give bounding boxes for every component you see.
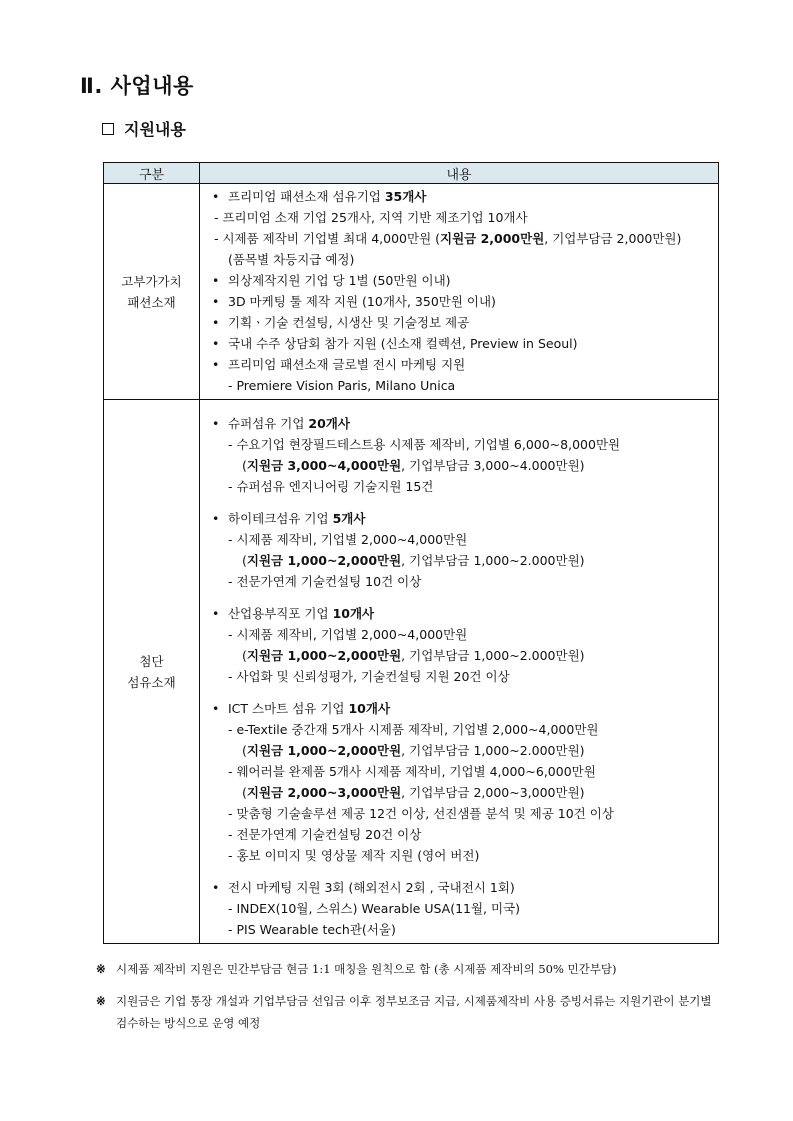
sub-item bbox=[208, 529, 714, 550]
checkbox-square-icon bbox=[102, 123, 114, 135]
sub-item bbox=[208, 824, 714, 845]
text-segment: (품목별 차등지급 예정) bbox=[228, 252, 355, 267]
bullet-item bbox=[208, 508, 714, 529]
sub-item bbox=[208, 666, 714, 687]
text-segment: ( bbox=[242, 553, 247, 568]
sub-item bbox=[208, 476, 714, 497]
text-segment: , 기업부담금 3,000~4.000만원) bbox=[401, 458, 585, 473]
text-segment: , 기업부담금 2,000만원) bbox=[544, 231, 682, 246]
text-segment: ( bbox=[242, 743, 247, 758]
text-segment: - Premiere Vision Paris, Milano Unica bbox=[228, 378, 456, 393]
text-segment: - 시제품 제작비 기업별 최대 4,000만원 ( bbox=[214, 231, 440, 246]
emphasis-text: 10개사 bbox=[332, 606, 375, 621]
sub-title-label: 지원내용 bbox=[124, 120, 186, 139]
sub-item bbox=[208, 434, 714, 455]
emphasis-text: 지원금 1,000~2,000만원 bbox=[246, 553, 402, 568]
category-line: 패션소재 bbox=[127, 294, 176, 310]
header-content: 내용 bbox=[200, 163, 719, 184]
sub-item bbox=[208, 761, 714, 782]
text-segment: - INDEX(10월, 스위스) Wearable USA(11월, 미국) bbox=[228, 901, 521, 916]
text-segment: 전시 마케팅 지원 3회 (해외전시 2회 , 국내전시 1회) bbox=[228, 880, 515, 895]
emphasis-text: 지원금 2,000만원 bbox=[440, 231, 545, 246]
category-line: 섬유소재 bbox=[127, 674, 176, 690]
bullet-item bbox=[208, 413, 714, 434]
sub-item bbox=[208, 719, 714, 740]
bullet-item bbox=[208, 698, 714, 719]
spacer bbox=[208, 402, 714, 413]
header-category: 구분 bbox=[104, 163, 200, 184]
text-segment: ( bbox=[242, 785, 247, 800]
text-segment: 프리미엄 패션소재 섬유기업 bbox=[228, 189, 385, 204]
bullet-item bbox=[208, 603, 714, 624]
text-segment: 3D 마케팅 툴 제작 지원 (10개사, 350만원 이내) bbox=[228, 294, 496, 309]
bullet-item bbox=[208, 333, 714, 354]
text-segment: - 전문가연계 기술컨설팅 20건 이상 bbox=[228, 827, 422, 842]
text-segment: - 전문가연계 기술컨설팅 10건 이상 bbox=[228, 574, 422, 589]
text-segment: , 기업부담금 1,000~2.000만원) bbox=[401, 648, 585, 663]
spacer bbox=[208, 866, 714, 877]
text-segment: ( bbox=[242, 648, 247, 663]
table-row-high-value-fashion bbox=[104, 184, 719, 400]
text-segment: - 홍보 이미지 및 영상물 제작 지원 (영어 버전) bbox=[228, 848, 480, 863]
reference-mark-icon: ※ bbox=[96, 994, 106, 1008]
text-segment: 산업용부직포 기업 bbox=[228, 606, 333, 621]
text-segment: - 사업화 및 신뢰성평가, 기술컨설팅 지원 20건 이상 bbox=[228, 669, 510, 684]
sub-item bbox=[208, 571, 714, 592]
text-segment: - 시제품 제작비, 기업별 2,000~4,000만원 bbox=[228, 532, 468, 547]
bullet-item bbox=[208, 354, 714, 375]
sub-item bbox=[208, 249, 714, 270]
emphasis-text: 5개사 bbox=[332, 511, 366, 526]
text-segment: , 기업부담금 1,000~2.000만원) bbox=[401, 553, 585, 568]
text-segment: - 웨어러블 완제품 5개사 시제품 제작비, 기업별 4,000~6,000만원 bbox=[228, 764, 596, 779]
text-segment: 슈퍼섬유 기업 bbox=[228, 416, 309, 431]
text-segment: - 맞춤형 기술솔루션 제공 12건 이상, 선진샘플 분석 및 제공 10건 이상 bbox=[228, 806, 614, 821]
bullet-item bbox=[208, 877, 714, 898]
emphasis-text: 지원금 1,000~2,000만원 bbox=[246, 648, 402, 663]
content-cell bbox=[200, 400, 719, 944]
text-segment: - 시제품 제작비, 기업별 2,000~4,000만원 bbox=[228, 627, 468, 642]
text-segment: - 슈퍼섬유 엔지니어링 기술지원 15건 bbox=[228, 479, 434, 494]
table-row-advanced-fiber bbox=[104, 400, 719, 944]
text-segment: 하이테크섬유 기업 bbox=[228, 511, 333, 526]
spacer bbox=[208, 687, 714, 698]
spacer bbox=[208, 497, 714, 508]
text-segment: - e-Textile 중간재 5개사 시제품 제작비, 기업별 2,000~4,000만원 bbox=[228, 722, 599, 737]
sub-item bbox=[208, 455, 714, 476]
note-text: 지원금은 기업 통장 개설과 기업부담금 선입금 이후 정부보조금 지급, 시제품제작비 사용 증빙서류는 지원기관이 분기별 검수하는 방식으로 운영 예정 bbox=[116, 994, 712, 1030]
sub-item bbox=[208, 898, 714, 919]
bullet-item bbox=[208, 291, 714, 312]
sub-item bbox=[208, 550, 714, 571]
sub-item bbox=[208, 375, 714, 396]
emphasis-text: 10개사 bbox=[348, 701, 391, 716]
emphasis-text: 지원금 1,000~2,000만원 bbox=[246, 743, 402, 758]
reference-mark-icon: ※ bbox=[96, 962, 106, 976]
bullet-item bbox=[208, 270, 714, 291]
text-segment: , 기업부담금 1,000~2.000만원) bbox=[401, 743, 585, 758]
text-segment: , 기업부담금 2,000~3,000만원) bbox=[401, 785, 585, 800]
emphasis-text: 20개사 bbox=[308, 416, 350, 431]
sub-item bbox=[208, 803, 714, 824]
sub-item bbox=[208, 782, 714, 803]
bullet-item bbox=[208, 186, 714, 207]
bullet-item bbox=[208, 312, 714, 333]
category-cell bbox=[104, 184, 200, 400]
note-text: 시제품 제작비 지원은 민간부담금 현금 1:1 매칭을 원칙으로 함 (총 시제품 제작비의 50% 민간부담) bbox=[116, 962, 617, 976]
support-content-table bbox=[103, 162, 719, 944]
section-title: Ⅱ. 사업내용 bbox=[80, 74, 194, 98]
text-segment: ( bbox=[242, 458, 247, 473]
text-segment: - PIS Wearable tech관(서울) bbox=[228, 922, 396, 937]
sub-item bbox=[208, 207, 714, 228]
emphasis-text: 지원금 3,000~4,000만원 bbox=[246, 458, 402, 473]
text-segment: 국내 수주 상담회 참가 지원 (신소재 컬렉션, Preview in Seoul) bbox=[228, 336, 578, 351]
sub-item bbox=[208, 740, 714, 761]
sub-item bbox=[208, 228, 714, 249]
notes-section bbox=[96, 958, 726, 1044]
sub-item bbox=[208, 919, 714, 940]
note-item bbox=[96, 990, 726, 1034]
emphasis-text: 35개사 bbox=[384, 189, 427, 204]
text-segment: 프리미엄 패션소재 글로벌 전시 마케팅 지원 bbox=[228, 357, 466, 372]
text-segment: 의상제작지원 기업 당 1벌 (50만원 이내) bbox=[228, 273, 451, 288]
category-cell bbox=[104, 400, 200, 944]
category-line: 고부가가치 bbox=[121, 273, 182, 289]
sub-title bbox=[102, 117, 186, 140]
category-line: 첨단 bbox=[139, 653, 164, 669]
text-segment: ICT 스마트 섬유 기업 bbox=[228, 701, 349, 716]
sub-item bbox=[208, 624, 714, 645]
table-header-row bbox=[104, 163, 719, 184]
text-segment: - 프리미엄 소재 기업 25개사, 지역 기반 제조기업 10개사 bbox=[214, 210, 528, 225]
text-segment: - 수요기업 현장필드테스트용 시제품 제작비, 기업별 6,000~8,000만원 bbox=[228, 437, 621, 452]
spacer bbox=[208, 592, 714, 603]
content-cell bbox=[200, 184, 719, 400]
emphasis-text: 지원금 2,000~3,000만원 bbox=[246, 785, 402, 800]
sub-item bbox=[208, 845, 714, 866]
text-segment: 기획ㆍ기술 컨설팅, 시생산 및 기술정보 제공 bbox=[228, 315, 470, 330]
sub-item bbox=[208, 645, 714, 666]
note-item bbox=[96, 958, 726, 980]
